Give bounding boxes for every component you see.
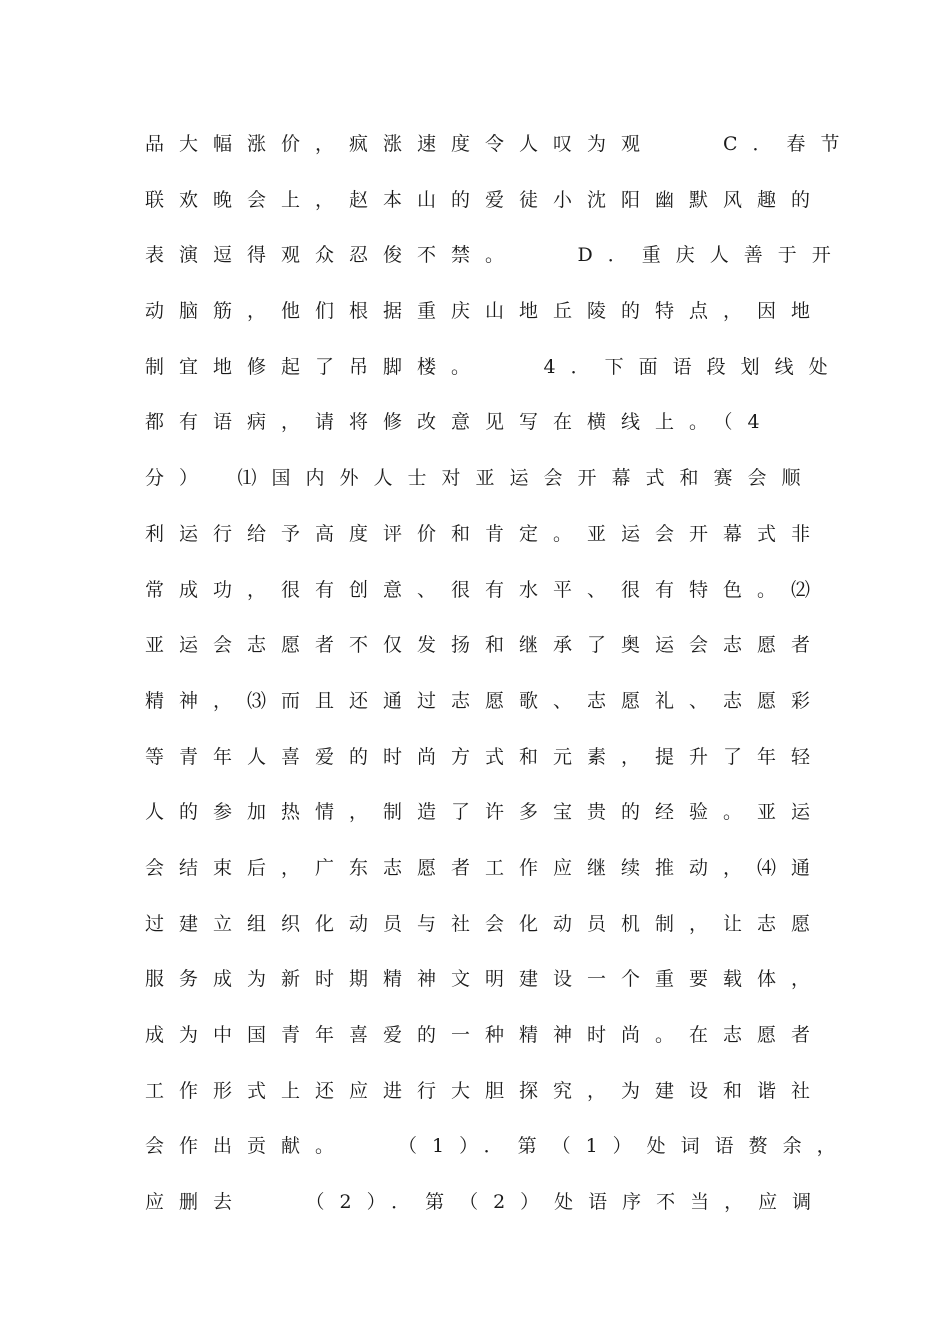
text-line: 都有语病，请将修改意见写在横线上。（4: [145, 411, 775, 434]
text-line: 常成功，很有创意、很有水平、很有特色。⑵: [145, 578, 826, 601]
text-line: 亚运会志愿者不仅发扬和继承了奥运会志愿者: [145, 634, 826, 657]
text-line: 利运行给予高度评价和肯定。亚运会开幕式非: [145, 522, 826, 545]
text-line: 人的参加热情，制造了许多宝贵的经验。亚运: [145, 801, 826, 824]
body-text: [145, 122, 855, 1236]
text-line: 应删去 （2）．第（2）处语序不当，应调: [145, 1191, 827, 1214]
text-line: 品大幅涨价，疯涨速度令人叹为观 C．春节: [145, 133, 855, 155]
text-line: 动脑筋，他们根据重庆山地丘陵的特点，因地: [145, 300, 826, 323]
text-line: 联欢晚会上，赵本山的爱徒小沈阳幽默风趣的: [145, 188, 826, 211]
text-line: 过建立组织化动员与社会化动员机制，让志愿: [145, 912, 826, 935]
text-line: 分） ⑴国内外人士对亚运会开幕式和赛会顺: [145, 467, 816, 490]
text-line: 制宜地修起了吊脚楼。 4．下面语段划线处: [145, 355, 843, 378]
text-line: 等青年人喜爱的时尚方式和元素，提升了年轻: [145, 745, 826, 768]
text-line: 会作出贡献。 （1）．第（1）处词语赘余，: [145, 1135, 851, 1158]
text-line: 成为中国青年喜爱的一种精神时尚。在志愿者: [145, 1024, 826, 1046]
text-line: 精神，⑶而且还通过志愿歌、志愿礼、志愿彩: [145, 689, 826, 712]
text-line: 服务成为新时期精神文明建设一个重要载体，: [145, 968, 826, 991]
text-line: 表演逗得观众忍俊不禁。 D．重庆人善于开: [145, 244, 846, 267]
text-line: 会结束后，广东志愿者工作应继续推动，⑷通: [145, 856, 826, 879]
text-line: 工作形式上还应进行大胆探究，为建设和谐社: [145, 1079, 826, 1102]
